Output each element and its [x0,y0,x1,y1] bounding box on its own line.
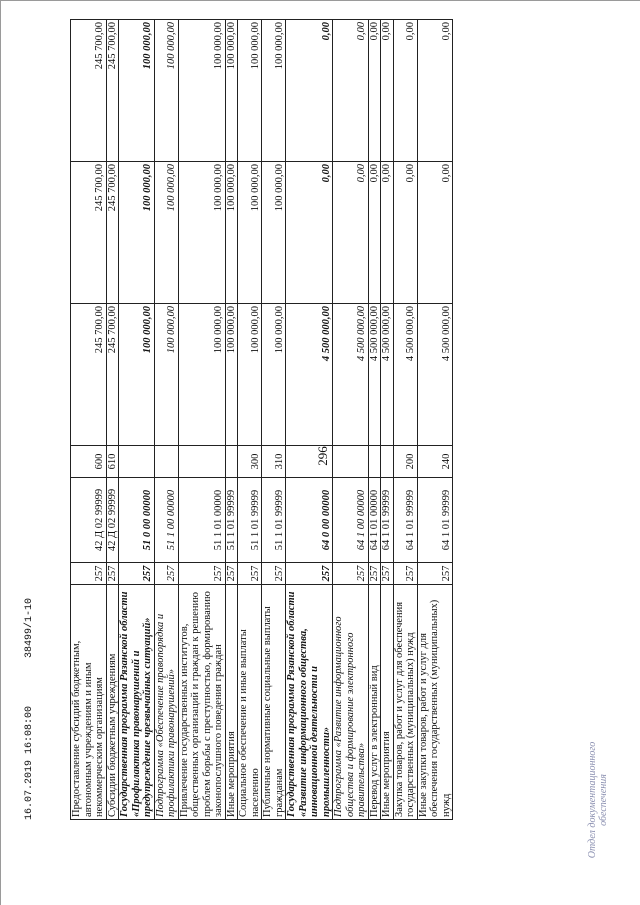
table-row [154,20,178,820]
row-amount-year3: 100 000,00 [119,20,155,162]
row-name: Предоставление субсидий бюджетным, автономным учреждениям и иным некоммерческим организациям [71,585,107,820]
row-amount-year3: 100 000,00 [262,20,286,162]
row-expense-type [286,446,333,478]
row-amount-year1: 100 000,00 [178,304,225,446]
table-row [417,20,453,820]
row-amount-year2: 100 000,00 [225,162,238,304]
row-target-article: 64 1 00 00000 [333,478,369,563]
row-amount-year2: 0,00 [368,162,381,304]
row-expense-type [368,446,381,478]
row-amount-year3: 100 000,00 [225,20,238,162]
department-stamp [532,741,640,859]
row-amount-year2: 0,00 [286,162,333,304]
row-amount-year3: 100 000,00 [178,20,225,162]
row-amount-year1: 245 700,00 [106,304,119,446]
row-target-article: 51 1 01 99999 [262,478,286,563]
row-ved-code: 257 [286,563,333,585]
row-target-article: 64 1 01 99999 [417,478,453,563]
row-expense-type: 310 [262,446,286,478]
table-row [262,20,286,820]
row-ved-code: 257 [333,563,369,585]
table-row [106,20,119,820]
row-ved-code: 257 [393,563,417,585]
row-name: Закупка товаров, работ и услуг для обеспечения государственных (муниципальных) нужд [393,585,417,820]
stamp-line-1: Отдел документационного [587,741,598,859]
row-ved-code: 257 [381,563,394,585]
footer-stamp-line [24,598,35,820]
row-amount-year2: 100 000,00 [262,162,286,304]
table-row [71,20,107,820]
row-target-article: 51 1 01 00000 [178,478,225,563]
row-amount-year1: 4 500 000,00 [368,304,381,446]
row-amount-year3: 100 000,00 [238,20,262,162]
row-name: Иные мероприятия [381,585,394,820]
row-expense-type: 300 [238,446,262,478]
row-name: Привлечение государственных институтов, общественных организаций и граждан к решению проблем борьбы с преступностью, формированию законопослушного поведения граждан [178,585,225,820]
row-expense-type [178,446,225,478]
table-row [286,20,333,820]
footer-timestamp: 16.07.2019 16:08:00 [24,705,35,820]
scan-edge-top [0,0,640,1]
table-row [119,20,155,820]
budget-table-body [71,20,453,820]
row-amount-year3: 245 700,00 [106,20,119,162]
row-amount-year3: 0,00 [381,20,394,162]
row-target-article: 42 Д 02 99999 [106,478,119,563]
row-amount-year1: 245 700,00 [71,304,107,446]
row-expense-type [225,446,238,478]
table-row [178,20,225,820]
row-expense-type [333,446,369,478]
row-ved-code: 257 [238,563,262,585]
row-ved-code: 257 [417,563,453,585]
row-expense-type [119,446,155,478]
table-row [368,20,381,820]
row-target-article: 64 0 00 00000 [286,478,333,563]
row-ved-code: 257 [106,563,119,585]
budget-table [70,19,453,820]
row-amount-year3: 0,00 [333,20,369,162]
row-target-article: 51 1 01 99999 [225,478,238,563]
row-amount-year3: 0,00 [286,20,333,162]
row-amount-year2: 0,00 [393,162,417,304]
row-amount-year2: 245 700,00 [106,162,119,304]
stamp-line-2: обеспечения [598,774,609,826]
row-ved-code: 257 [178,563,225,585]
row-ved-code: 257 [119,563,155,585]
row-target-article: 42 Д 02 99999 [71,478,107,563]
row-amount-year3: 100 000,00 [154,20,178,162]
row-target-article: 64 1 01 00000 [368,478,381,563]
row-expense-type: 200 [393,446,417,478]
row-name: Государственная программа Рязанской области «Профилактика правонарушений и предупреждение чрезвычайных ситуаций» [119,585,155,820]
row-amount-year1: 100 000,00 [262,304,286,446]
row-name: Иные закупки товаров, работ и услуг для обеспечения государственных (муниципальных) нужд [417,585,453,820]
row-target-article: 51 1 01 99999 [238,478,262,563]
row-ved-code: 257 [262,563,286,585]
row-name: Государственная программа Рязанской области «Развитие информационного общества, инновационной деятельности и промышленности» [286,585,333,820]
row-amount-year1: 4 500 000,00 [417,304,453,446]
table-row [225,20,238,820]
row-expense-type [154,446,178,478]
row-expense-type [381,446,394,478]
row-amount-year1: 100 000,00 [119,304,155,446]
row-amount-year1: 100 000,00 [225,304,238,446]
row-target-article: 64 1 01 99999 [393,478,417,563]
row-amount-year2: 0,00 [381,162,394,304]
row-amount-year1: 100 000,00 [238,304,262,446]
row-name: Перевод услуг в электронный вид [368,585,381,820]
row-amount-year2: 100 000,00 [238,162,262,304]
row-name: Субсидии бюджетным учреждениям [106,585,119,820]
row-ved-code: 257 [71,563,107,585]
row-name: Подпрограмма «Обеспечение правопорядка и профилактики правонарушений» [154,585,178,820]
row-amount-year3: 0,00 [368,20,381,162]
row-amount-year2: 245 700,00 [71,162,107,304]
row-name: Иные мероприятия [225,585,238,820]
row-expense-type: 610 [106,446,119,478]
row-name: Подпрограмма «Развитие информационного общества и формирование электронного правительства» [333,585,369,820]
page-number: 296 [314,446,330,466]
row-amount-year1: 100 000,00 [154,304,178,446]
row-amount-year1: 4 500 000,00 [393,304,417,446]
row-target-article: 51 0 00 00000 [119,478,155,563]
table-row [381,20,394,820]
row-target-article: 51 1 00 00000 [154,478,178,563]
row-amount-year2: 0,00 [417,162,453,304]
table-row [238,20,262,820]
row-ved-code: 257 [368,563,381,585]
row-amount-year2: 100 000,00 [119,162,155,304]
row-expense-type: 240 [417,446,453,478]
table-row [333,20,369,820]
row-ved-code: 257 [154,563,178,585]
row-amount-year1: 4 500 000,00 [333,304,369,446]
table-row [393,20,417,820]
row-amount-year1: 4 500 000,00 [286,304,333,446]
row-amount-year2: 0,00 [333,162,369,304]
row-amount-year3: 0,00 [417,20,453,162]
row-expense-type: 600 [71,446,107,478]
scan-edge-left [0,0,1,905]
row-amount-year3: 245 700,00 [71,20,107,162]
row-amount-year1: 4 500 000,00 [381,304,394,446]
row-ved-code: 257 [225,563,238,585]
footer-doc-code: 38499/1-10 [24,597,35,658]
row-name: Социальное обеспечение и иные выплаты населению [238,585,262,820]
row-name: Публичные нормативные социальные выплаты гражданам [262,585,286,820]
row-amount-year2: 100 000,00 [154,162,178,304]
row-amount-year3: 0,00 [393,20,417,162]
budget-table-sheet [70,20,610,820]
row-target-article: 64 1 01 99999 [381,478,394,563]
row-amount-year2: 100 000,00 [178,162,225,304]
